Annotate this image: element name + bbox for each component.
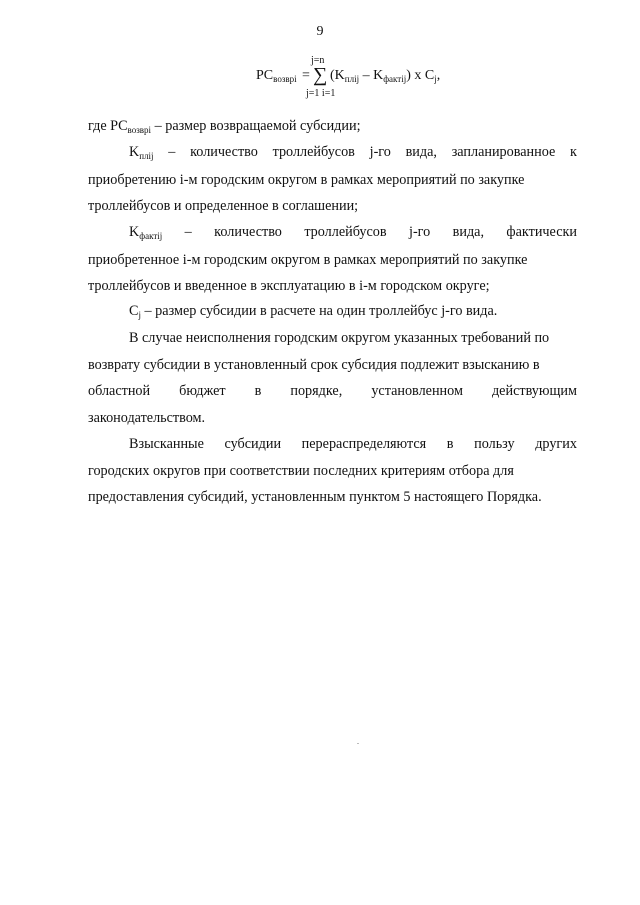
paragraph-c-definition: $C_j$ – размер субсидии в расчете на один троллейбус j-го вида.: [129, 303, 498, 320]
formula-lhs: $PC_{возврi}$: [256, 68, 297, 84]
sum-sign: ∑: [313, 64, 328, 86]
paragraph-redistribution: Взысканные субсидии перераспределяются в пользу других городских округов при соответствии последних критериям отбора для предоставления субсидий, установленным пунктом 5 настоящего Порядка.: [88, 436, 577, 505]
formula-body: $(K_{плij} - K_{фактij})$ x $C_j$,: [330, 68, 441, 84]
k-plan-symbol: $K_{плij}$: [129, 144, 154, 161]
page-number: 9: [316, 24, 324, 39]
sum-lower-limits: j=1 i=1: [306, 88, 336, 99]
paragraph-k-fact-definition: $K_{фактij}$ – количество троллейбусов j-го вида, фактически приобретенное i-м городским округом в рамках мероприятий по закупке троллейбусов и введенное в эксплуатацию в i-м городском округе;: [88, 219, 577, 300]
sum-upper-limit: j=n: [311, 55, 325, 66]
k-fact-symbol: $K_{фактij}$: [129, 224, 163, 241]
scan-speck: [357, 743, 359, 744]
return-subsidy-formula: [0, 0, 640, 110]
formula-equals: =: [302, 68, 310, 83]
paragraph-pc-definition: где $PC_{возврi}$ – размер возвращаемой субсидии;: [88, 118, 361, 135]
paragraph-k-plan-definition: $K_{плij}$ – количество троллейбусов j-го вида, запланированное к приобретению i-м городским округом в рамках мероприятий по закупке троллейбусов и определенное в соглашении;: [88, 139, 577, 220]
paragraph-failure-recovery: В случае неисполнения городским округом указанных требований по возврату субсидии в установленный срок субсидия подлежит взысканию в областной бюджет в порядке, установленном действующим законодательством.: [88, 330, 577, 426]
